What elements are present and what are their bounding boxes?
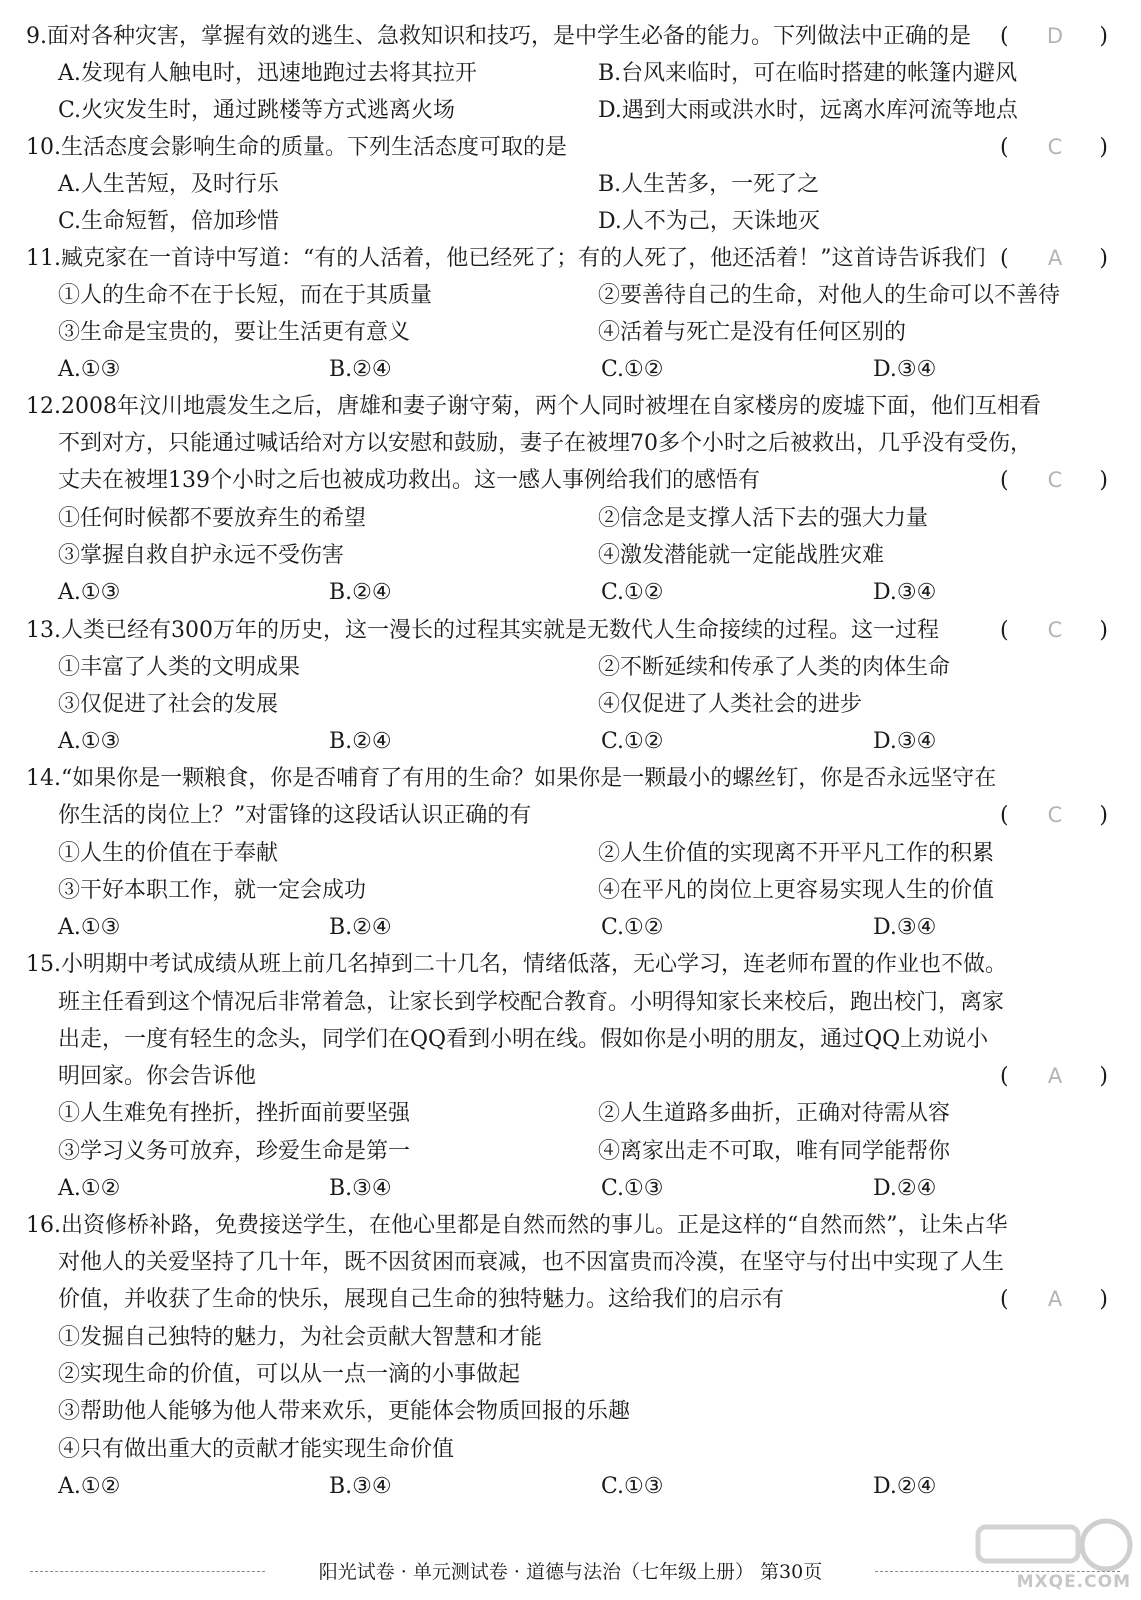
option-2: ②要善待自己的生命，对他人的生命可以不善待 [598, 283, 1061, 308]
option-1: A.发现有人触电时，迅速地跑过去将其拉开 [58, 61, 477, 86]
option-2: ④激发潜能就一定能战胜灾难 [598, 543, 885, 568]
question-line [0, 984, 1141, 1021]
question-line [0, 1095, 1141, 1132]
question-line [0, 388, 1141, 425]
question-text: 不到对方，只能通过喊话给对方以安慰和鼓励，妻子在被埋70多个小时之后被救出，几乎没有受伤， [58, 431, 1032, 456]
close-paren: ) [1099, 135, 1108, 160]
question-text: ③帮助他人能够为他人带来欢乐，更能体会物质回报的乐趣 [58, 1399, 631, 1424]
question-text: 出走，一度有轻生的念头，同学们在QQ看到小明在线。假如你是小明的朋友，通过QQ上劝说小 [58, 1027, 989, 1052]
close-paren: ) [1099, 24, 1108, 49]
question-line [0, 203, 1141, 240]
open-paren: ( [1000, 1064, 1009, 1089]
answer-mark: A [1047, 1287, 1063, 1311]
question-line [0, 314, 1141, 351]
question-line [0, 1244, 1141, 1281]
open-paren: ( [1000, 618, 1009, 643]
option-4: D.③④ [873, 729, 937, 754]
open-paren: ( [1000, 803, 1009, 828]
option-1: A.人生苦短，及时行乐 [58, 172, 279, 197]
option-1: ③仅促进了社会的发展 [58, 692, 279, 717]
question-line [0, 612, 1141, 649]
option-3: C.①② [601, 915, 664, 940]
question-line [0, 166, 1141, 203]
option-2: B.③④ [329, 1176, 392, 1201]
question-line [0, 1356, 1141, 1393]
open-paren: ( [1000, 24, 1009, 49]
question-line [0, 1319, 1141, 1356]
question-line [0, 1468, 1141, 1505]
question-line [0, 835, 1141, 872]
question-line [0, 909, 1141, 946]
option-1: A.①③ [58, 729, 121, 754]
option-2: B.②④ [329, 729, 392, 754]
question-text: 对他人的关爱坚持了几十年，既不因贫困而衰减，也不因富贵而冷漠，在坚守与付出中实现了人生 [58, 1250, 1005, 1275]
close-paren: ) [1099, 1064, 1108, 1089]
option-2: ②人生价值的实现离不开平凡工作的积累 [598, 841, 995, 866]
option-2: ④在平凡的岗位上更容易实现人生的价值 [598, 878, 995, 903]
option-3: C.①② [601, 729, 664, 754]
option-2: B.②④ [329, 357, 392, 382]
question-line [0, 1393, 1141, 1430]
option-4: D.③④ [873, 580, 937, 605]
open-paren: ( [1000, 246, 1009, 271]
question-text: 你生活的岗位上？”对雷锋的这段话认识正确的有 [58, 803, 532, 828]
footer-text: 阳光试卷 · 单元测试卷 · 道德与法治（七年级上册） 第30页 [318, 1561, 823, 1583]
option-1: ③干好本职工作，就一定会成功 [58, 878, 367, 903]
question-line [0, 872, 1141, 909]
option-1: ③学习义务可放弃，珍爱生命是第一 [58, 1139, 411, 1164]
option-1: C.火灾发生时，通过跳楼等方式逃离火场 [58, 98, 456, 123]
question-line [0, 425, 1141, 462]
option-2: B.②④ [329, 580, 392, 605]
open-paren: ( [1000, 1287, 1009, 1312]
question-line [0, 649, 1141, 686]
question-line [0, 760, 1141, 797]
option-1: ③生命是宝贵的，要让生活更有意义 [58, 320, 411, 345]
option-3: C.①② [601, 580, 664, 605]
question-line [0, 686, 1141, 723]
option-2: B.人生苦多，一死了之 [598, 172, 820, 197]
option-1: ③掌握自救自护永远不受伤害 [58, 543, 345, 568]
question-line [0, 946, 1141, 983]
option-2: D.遇到大雨或洪水时，远离水库河流等地点 [598, 98, 1018, 123]
question-text: 价值，并收获了生命的快乐，展现自己生命的独特魅力。这给我们的启示有 [58, 1287, 785, 1312]
question-line [0, 797, 1141, 834]
option-2: ②人生道路多曲折，正确对待需从容 [598, 1101, 951, 1126]
option-1: ①人生难免有挫折，挫折面前要坚强 [58, 1101, 411, 1126]
option-2: ②信念是支撑人活下去的强大力量 [598, 506, 929, 531]
answer-mark: C [1047, 803, 1063, 827]
watermark-url: MXQE.COM [1016, 1572, 1131, 1592]
close-paren: ) [1099, 618, 1108, 643]
option-2: ④活着与死亡是没有任何区别的 [598, 320, 907, 345]
option-2: ②不断延续和传承了人类的肉体生命 [598, 655, 951, 680]
option-1: ①人的生命不在于长短，而在于其质量 [58, 283, 433, 308]
question-stem: 13.人类已经有300万年的历史，这一漫长的过程其实就是无数代人生命接续的过程。这一过程 [26, 618, 939, 643]
question-text: 班主任看到这个情况后非常着急，让家长到学校配合教育。小明得知家长来校后，跑出校门，离家 [58, 990, 1005, 1015]
answer-mark: A [1047, 1064, 1063, 1088]
watermark-logo [960, 1517, 1135, 1592]
answer-mark: C [1047, 135, 1063, 159]
option-3: C.①② [601, 357, 664, 382]
question-line [0, 462, 1141, 499]
question-stem: 9.面对各种灾害，掌握有效的逃生、急救知识和技巧，是中学生必备的能力。下列做法中正确的是 [26, 24, 971, 49]
answer-mark: C [1047, 468, 1063, 492]
question-line [0, 1281, 1141, 1318]
question-line [0, 537, 1141, 574]
question-text: 明回家。你会告诉他 [58, 1064, 257, 1089]
option-1: A.①② [58, 1176, 121, 1201]
question-text: ②实现生命的价值，可以从一点一滴的小事做起 [58, 1362, 521, 1387]
open-paren: ( [1000, 468, 1009, 493]
option-1: A.①② [58, 1474, 121, 1499]
option-3: C.①③ [601, 1176, 664, 1201]
question-text: ①发掘自己独特的魅力，为社会贡献大智慧和才能 [58, 1325, 543, 1350]
question-stem: 15.小明期中考试成绩从班上前几名掉到二十几名，情绪低落，无心学习，连老师布置的作业也不做。 [26, 952, 1007, 977]
question-text: ④只有做出重大的贡献才能实现生命价值 [58, 1437, 455, 1462]
option-4: D.③④ [873, 915, 937, 940]
question-line [0, 55, 1141, 92]
question-line [0, 277, 1141, 314]
option-1: A.①③ [58, 915, 121, 940]
question-stem: 16.出资修桥补路，免费接送学生，在他心里都是自然而然的事儿。正是这样的“自然而然”，让朱占华 [26, 1213, 1008, 1238]
answer-mark: D [1046, 24, 1064, 48]
option-2: ④离家出走不可取，唯有同学能帮你 [598, 1139, 951, 1164]
option-1: A.①③ [58, 357, 121, 382]
question-line [0, 351, 1141, 388]
option-4: D.②④ [873, 1176, 937, 1201]
option-4: D.③④ [873, 357, 937, 382]
question-line [0, 240, 1141, 277]
question-line [0, 1170, 1141, 1207]
option-2: D.人不为己，天诛地灭 [598, 209, 820, 234]
option-2: B.台风来临时，可在临时搭建的帐篷内避风 [598, 61, 1018, 86]
option-1: ①任何时候都不要放弃生的希望 [58, 506, 367, 531]
close-paren: ) [1099, 246, 1108, 271]
option-4: D.②④ [873, 1474, 937, 1499]
question-line [0, 500, 1141, 537]
question-line [0, 1058, 1141, 1095]
question-line [0, 18, 1141, 55]
option-1: A.①③ [58, 580, 121, 605]
question-line [0, 574, 1141, 611]
answer-mark: A [1047, 246, 1063, 270]
question-stem: 14.“如果你是一颗粮食，你是否哺育了有用的生命？如果你是一颗最小的螺丝钉，你是否永远坚守在 [26, 766, 997, 791]
close-paren: ) [1099, 1287, 1108, 1312]
option-2: B.②④ [329, 915, 392, 940]
open-paren: ( [1000, 135, 1009, 160]
question-line [0, 92, 1141, 129]
option-1: C.生命短暂，倍加珍惜 [58, 209, 280, 234]
option-1: ①丰富了人类的文明成果 [58, 655, 301, 680]
question-line [0, 723, 1141, 760]
option-3: C.①③ [601, 1474, 664, 1499]
option-1: ①人生的价值在于奉献 [58, 841, 279, 866]
question-line [0, 129, 1141, 166]
option-2: ④仅促进了人类社会的进步 [598, 692, 863, 717]
question-text: 丈夫在被埋139个小时之后也被成功救出。这一感人事例给我们的感悟有 [58, 468, 760, 493]
question-stem: 12.2008年汶川地震发生之后，唐雄和妻子谢守菊，两个人同时被埋在自家楼房的废墟下面，他们互相看 [26, 394, 1041, 419]
watermark-emblem-icon [960, 1517, 1135, 1572]
close-paren: ) [1099, 803, 1108, 828]
answer-mark: C [1047, 618, 1063, 642]
question-line [0, 1133, 1141, 1170]
close-paren: ) [1099, 468, 1108, 493]
question-line [0, 1021, 1141, 1058]
question-line [0, 1431, 1141, 1468]
question-stem: 11.臧克家在一首诗中写道：“有的人活着，他已经死了；有的人死了，他还活着！”这首诗告诉我们 [26, 246, 986, 271]
option-2: B.③④ [329, 1474, 392, 1499]
question-line [0, 1207, 1141, 1244]
question-stem: 10.生活态度会影响生命的质量。下列生活态度可取的是 [26, 135, 567, 160]
